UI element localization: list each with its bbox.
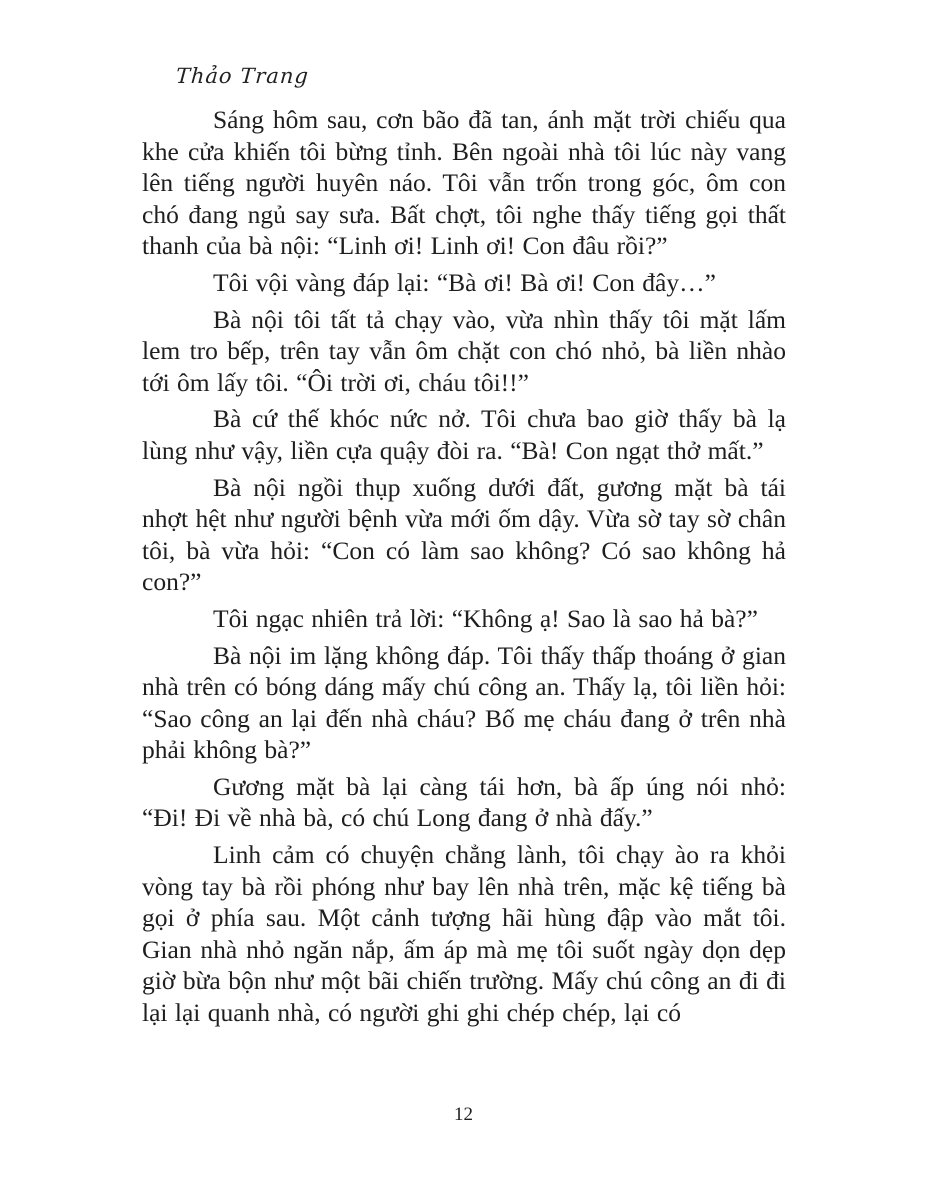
- page-number: 12: [454, 1104, 473, 1125]
- running-header-author: Thảo Trang: [175, 64, 310, 88]
- paragraph: Linh cảm có chuyện chẳng lành, tôi chạy ào ra khỏi vòng tay bà rồi phóng như bay lên nhà trên, mặc kệ tiếng bà gọi ở phía sau. Một cảnh tượng hãi hùng đập vào mắt tôi. Gian nhà nhỏ ngăn nắp, ấm áp mà mẹ tôi suốt ngày dọn dẹp giờ bừa bộn như một bãi chiến trường. Mấy chú công an đi đi lại lại quanh nhà, có người ghi ghi chép chép, lại có: [142, 840, 786, 1028]
- paragraph: Bà nội tôi tất tả chạy vào, vừa nhìn thấy tôi mặt lấm lem tro bếp, trên tay vẫn ôm chặt con chó nhỏ, bà liền nhào tới ôm lấy tôi. “Ôi trời ơi, cháu tôi!!”: [142, 304, 786, 397]
- paragraph: Bà nội ngồi thụp xuống dưới đất, gương mặt bà tái nhợt hệt như người bệnh vừa mới ốm dậy. Vừa sờ tay sờ chân tôi, bà vừa hỏi: “Con có làm sao không? Có sao không hả con?”: [142, 472, 786, 597]
- paragraph: Bà cứ thế khóc nức nở. Tôi chưa bao giờ thấy bà lạ lùng như vậy, liền cựa quậy đòi ra. “Bà! Con ngạt thở mất.”: [142, 404, 786, 465]
- paragraph: Tôi ngạc nhiên trả lời: “Không ạ! Sao là sao hả bà?”: [213, 603, 758, 633]
- paragraph: Bà nội im lặng không đáp. Tôi thấy thấp thoáng ở gian nhà trên có bóng dáng mấy chú công an. Thấy lạ, tôi liền hỏi: “Sao công an lại đến nhà cháu? Bố mẹ cháu đang ở trên nhà phải không bà?”: [142, 640, 786, 765]
- body-text: [142, 104, 786, 1029]
- paragraph: Sáng hôm sau, cơn bão đã tan, ánh mặt trời chiếu qua khe cửa khiến tôi bừng tỉnh. Bên ngoài nhà tôi lúc này vang lên tiếng người huyên náo. Tôi vẫn trốn trong góc, ôm con chó đang ngủ say sưa. Bất chợt, tôi nghe thấy tiếng gọi thất thanh của bà nội: “Linh ơi! Linh ơi! Con đâu rồi?”: [142, 105, 786, 261]
- paragraph: Gương mặt bà lại càng tái hơn, bà ấp úng nói nhỏ: “Đi! Đi về nhà bà, có chú Long đang ở nhà đấy.”: [142, 771, 786, 833]
- paragraph: Tôi vội vàng đáp lại: “Bà ơi! Bà ơi! Con đây…”: [213, 267, 716, 297]
